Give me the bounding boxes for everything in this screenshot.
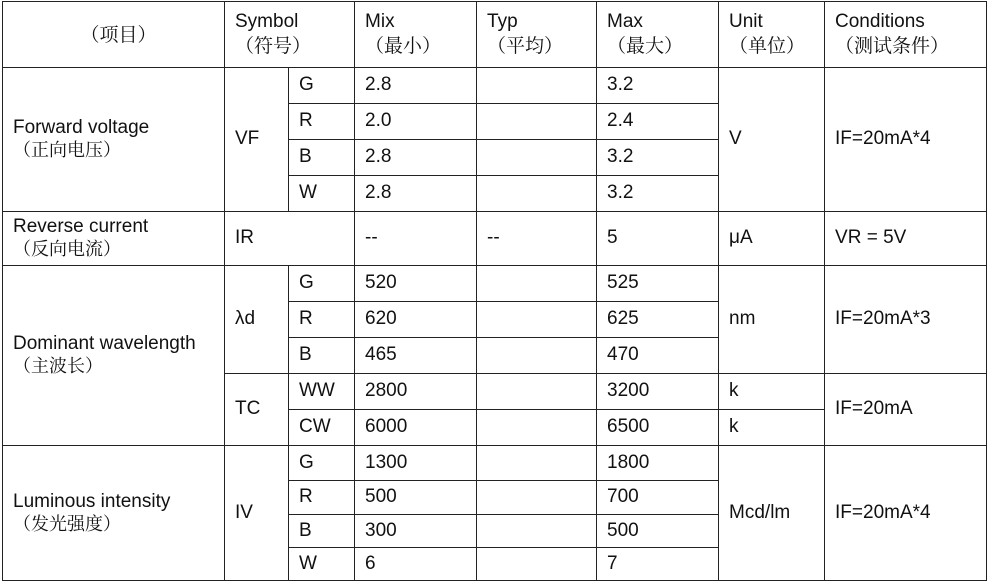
tc-condition: IF=20mA bbox=[825, 374, 987, 446]
typ-cell bbox=[477, 446, 597, 481]
header-item bbox=[3, 2, 225, 68]
luminous-intensity-label-en: Luminous intensity bbox=[13, 490, 171, 512]
header-typ-zh: （平均） bbox=[487, 35, 564, 57]
color-cell: R bbox=[289, 104, 355, 140]
min-cell: 6 bbox=[355, 548, 477, 581]
typ-cell bbox=[477, 515, 597, 548]
header-row bbox=[3, 2, 987, 68]
min-cell: 2.8 bbox=[355, 176, 477, 212]
table-row bbox=[3, 446, 987, 481]
typ-cell bbox=[477, 104, 597, 140]
color-cell: G bbox=[289, 446, 355, 481]
dominant-wavelength-unit: nm bbox=[719, 266, 825, 374]
header-symbol-zh: （符号） bbox=[235, 35, 312, 57]
forward-voltage-unit: V bbox=[719, 68, 825, 212]
max-cell: 3200 bbox=[597, 374, 719, 410]
color-cell: B bbox=[289, 140, 355, 176]
typ-cell bbox=[477, 176, 597, 212]
min-cell: 300 bbox=[355, 515, 477, 548]
max-cell: 470 bbox=[597, 338, 719, 374]
typ-cell bbox=[477, 548, 597, 581]
max-cell: 500 bbox=[597, 515, 719, 548]
unit-cell: k bbox=[719, 374, 825, 410]
dominant-wavelength-label-en: Dominant wavelength bbox=[13, 333, 196, 355]
color-cell: WW bbox=[289, 374, 355, 410]
luminous-intensity-unit: Mcd/lm bbox=[719, 446, 825, 581]
luminous-intensity-label-zh: （发光强度） bbox=[13, 513, 121, 535]
dominant-wavelength-label-zh: （主波长） bbox=[13, 356, 103, 378]
min-cell: 520 bbox=[355, 266, 477, 302]
typ-cell bbox=[477, 338, 597, 374]
min-cell: 6000 bbox=[355, 410, 477, 446]
luminous-intensity-symbol: IV bbox=[225, 446, 289, 581]
min-cell: -- bbox=[355, 212, 477, 266]
forward-voltage-label-zh: （正向电压） bbox=[13, 140, 121, 162]
forward-voltage-label bbox=[3, 68, 225, 212]
typ-cell bbox=[477, 374, 597, 410]
min-cell: 2.8 bbox=[355, 68, 477, 104]
header-typ-en: Typ bbox=[487, 11, 518, 33]
min-cell: 620 bbox=[355, 302, 477, 338]
reverse-current-symbol: IR bbox=[225, 212, 355, 266]
color-cell: CW bbox=[289, 410, 355, 446]
header-conditions-zh: （测试条件） bbox=[835, 35, 950, 57]
min-cell: 2800 bbox=[355, 374, 477, 410]
reverse-current-label bbox=[3, 212, 225, 266]
color-cell: R bbox=[289, 302, 355, 338]
max-cell: 625 bbox=[597, 302, 719, 338]
header-item-label: （项目） bbox=[80, 23, 157, 46]
color-cell: W bbox=[289, 176, 355, 212]
unit-cell: k bbox=[719, 410, 825, 446]
min-cell: 2.8 bbox=[355, 140, 477, 176]
header-max-zh: （最大） bbox=[607, 35, 684, 57]
color-cell: G bbox=[289, 68, 355, 104]
header-symbol bbox=[225, 2, 355, 68]
max-cell: 3.2 bbox=[597, 140, 719, 176]
header-conditions bbox=[825, 2, 987, 68]
header-max bbox=[597, 2, 719, 68]
luminous-intensity-condition: IF=20mA*4 bbox=[825, 446, 987, 581]
typ-cell bbox=[477, 68, 597, 104]
header-symbol-en: Symbol bbox=[235, 11, 299, 33]
dominant-wavelength-symbol: λd bbox=[225, 266, 289, 374]
header-unit-en: Unit bbox=[729, 11, 763, 33]
color-cell: W bbox=[289, 548, 355, 581]
color-cell: B bbox=[289, 338, 355, 374]
min-cell: 2.0 bbox=[355, 104, 477, 140]
tc-symbol: TC bbox=[225, 374, 289, 446]
forward-voltage-condition: IF=20mA*4 bbox=[825, 68, 987, 212]
min-cell: 500 bbox=[355, 481, 477, 515]
dominant-wavelength-label bbox=[3, 266, 225, 446]
header-conditions-en: Conditions bbox=[835, 11, 925, 33]
max-cell: 6500 bbox=[597, 410, 719, 446]
min-cell: 1300 bbox=[355, 446, 477, 481]
header-max-en: Max bbox=[607, 11, 643, 33]
typ-cell bbox=[477, 140, 597, 176]
table-row bbox=[3, 212, 987, 266]
max-cell: 1800 bbox=[597, 446, 719, 481]
max-cell: 3.2 bbox=[597, 176, 719, 212]
header-unit-zh: （单位） bbox=[729, 35, 806, 57]
header-unit bbox=[719, 2, 825, 68]
table-row bbox=[3, 68, 987, 104]
header-min-zh: （最小） bbox=[365, 35, 442, 57]
forward-voltage-label-en: Forward voltage bbox=[13, 117, 150, 139]
max-cell: 5 bbox=[597, 212, 719, 266]
reverse-current-label-zh: （反向电流） bbox=[13, 239, 121, 261]
max-cell: 700 bbox=[597, 481, 719, 515]
typ-cell bbox=[477, 481, 597, 515]
table-row bbox=[3, 266, 987, 302]
reverse-current-label-en: Reverse current bbox=[13, 216, 149, 238]
dominant-wavelength-condition: IF=20mA*3 bbox=[825, 266, 987, 374]
color-cell: R bbox=[289, 481, 355, 515]
typ-cell bbox=[477, 302, 597, 338]
reverse-current-condition: VR = 5V bbox=[825, 212, 987, 266]
color-cell: G bbox=[289, 266, 355, 302]
forward-voltage-symbol: VF bbox=[225, 68, 289, 212]
typ-cell bbox=[477, 410, 597, 446]
max-cell: 525 bbox=[597, 266, 719, 302]
typ-cell: -- bbox=[477, 212, 597, 266]
spec-table bbox=[2, 1, 987, 581]
typ-cell bbox=[477, 266, 597, 302]
color-cell: B bbox=[289, 515, 355, 548]
header-min-en: Mix bbox=[365, 11, 395, 33]
reverse-current-unit: μA bbox=[719, 212, 825, 266]
header-typ bbox=[477, 2, 597, 68]
luminous-intensity-label bbox=[3, 446, 225, 581]
header-min bbox=[355, 2, 477, 68]
min-cell: 465 bbox=[355, 338, 477, 374]
max-cell: 3.2 bbox=[597, 68, 719, 104]
max-cell: 7 bbox=[597, 548, 719, 581]
max-cell: 2.4 bbox=[597, 104, 719, 140]
